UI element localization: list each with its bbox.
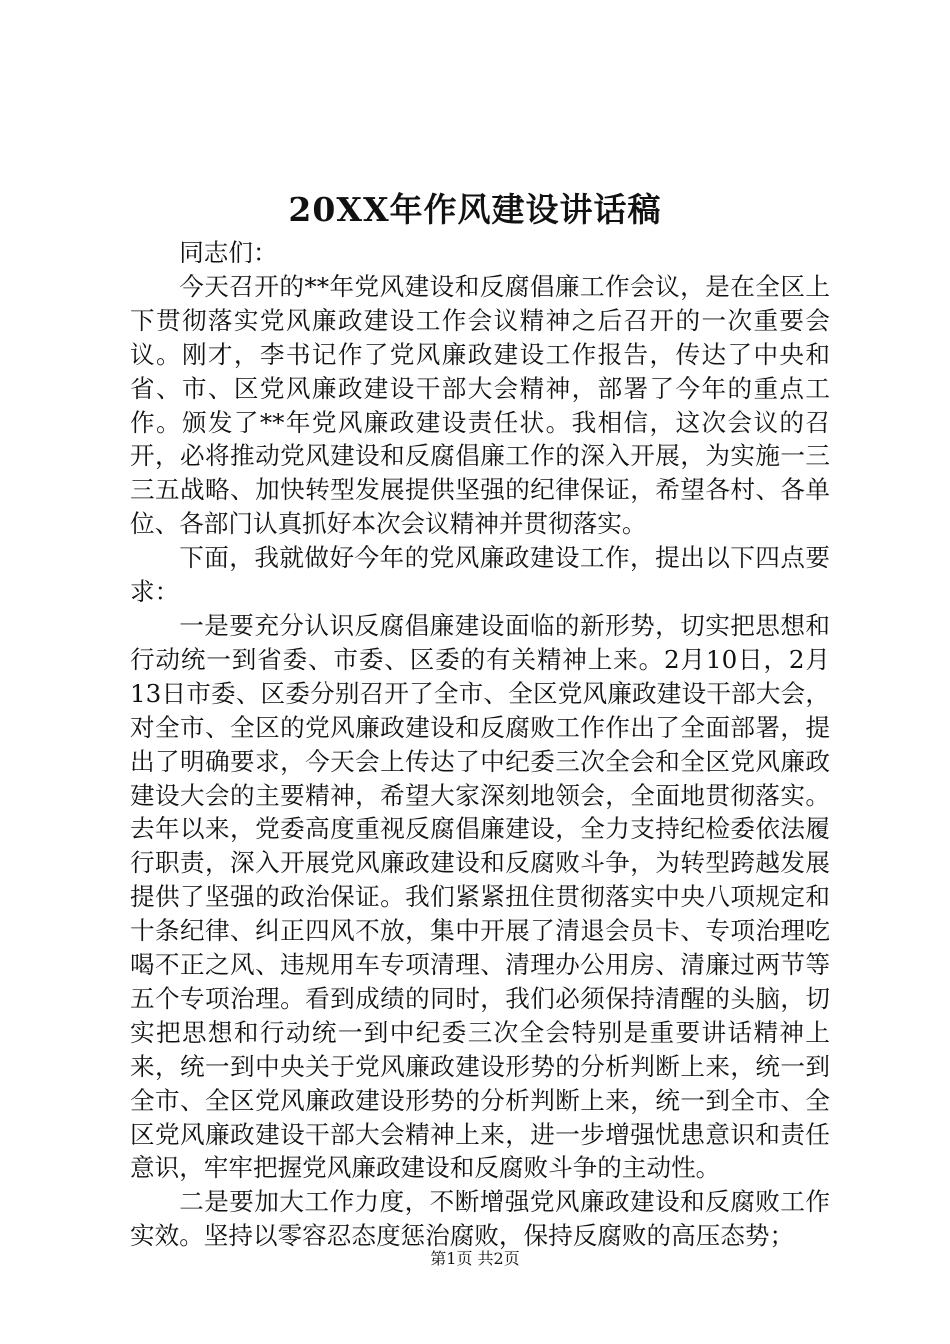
document-title: 20XX年作风建设讲话稿 (288, 190, 662, 229)
document-body (130, 236, 830, 1253)
paragraph-point-one: 一是要充分认识反腐倡廉建设面临的新形势，切实把思想和行动统一到省委、市委、区委的有关精神上来。2月10日，2月13日市委、区委分别召开了全市、全区党风廉政建设干部大会，对全市、全区的党风廉政建设和反腐败工作作出了全面部署，提出了明确要求，今天会上传达了中纪委三次全会和全区党风廉政建设大会的主要精神，希望大家深刻地领会，全面地贯彻落实。去年以来，党委高度重视反腐倡廉建设，全力支持纪检委依法履行职责，深入开展党风廉政建设和反腐败斗争，为转型跨越发展提供了坚强的政治保证。我们紧紧扭住贯彻落实中央八项规定和十条纪律、纠正四风不放，集中开展了清退会员卡、专项治理吃喝不正之风、违规用车专项清理、清理办公用房、清廉过两节等五个专项治理。看到成绩的同时，我们必须保持清醒的头脑，切实把思想和行动统一到中纪委三次全会特别是重要讲话精神上来，统一到中央关于党风廉政建设形势的分析判断上来，统一到全市、全区党风廉政建设形势的分析判断上来，统一到全市、全区党风廉政建设干部大会精神上来，进一步增强忧患意识和责任意识，牢牢把握党风廉政建设和反腐败斗争的主动性。 (130, 610, 830, 1183)
paragraph-requirements-lead: 下面，我就做好今年的党风廉政建设工作，提出以下四点要求： (130, 543, 830, 607)
paragraph-point-two: 二是要加大工作力度，不断增强党风廉政建设和反腐败工作实效。坚持以零容忍态度惩治腐败，保持反腐败的高压态势； (130, 1187, 830, 1251)
paragraph-greeting: 同志们： (179, 238, 278, 267)
page-footer: 第1页 共2页 (430, 1249, 520, 1268)
paragraph-intro: 今天召开的**年党风建设和反腐倡廉工作会议，是在全区上下贯彻落实党风廉政建设工作会议精神之后召开的一次重要会议。刚才，李书记作了党风廉政建设工作报告，传达了中央和省、市、区党风廉政建设干部大会精神，部署了今年的重点工作。颁发了**年党风廉政建设责任状。我相信，这次会议的召开，必将推动党风建设和反腐倡廉工作的深入开展，为实施一三三五战略、加快转型发展提供坚强的纪律保证，希望各村、各单位、各部门认真抓好本次会议精神并贯彻落实。 (130, 271, 830, 539)
